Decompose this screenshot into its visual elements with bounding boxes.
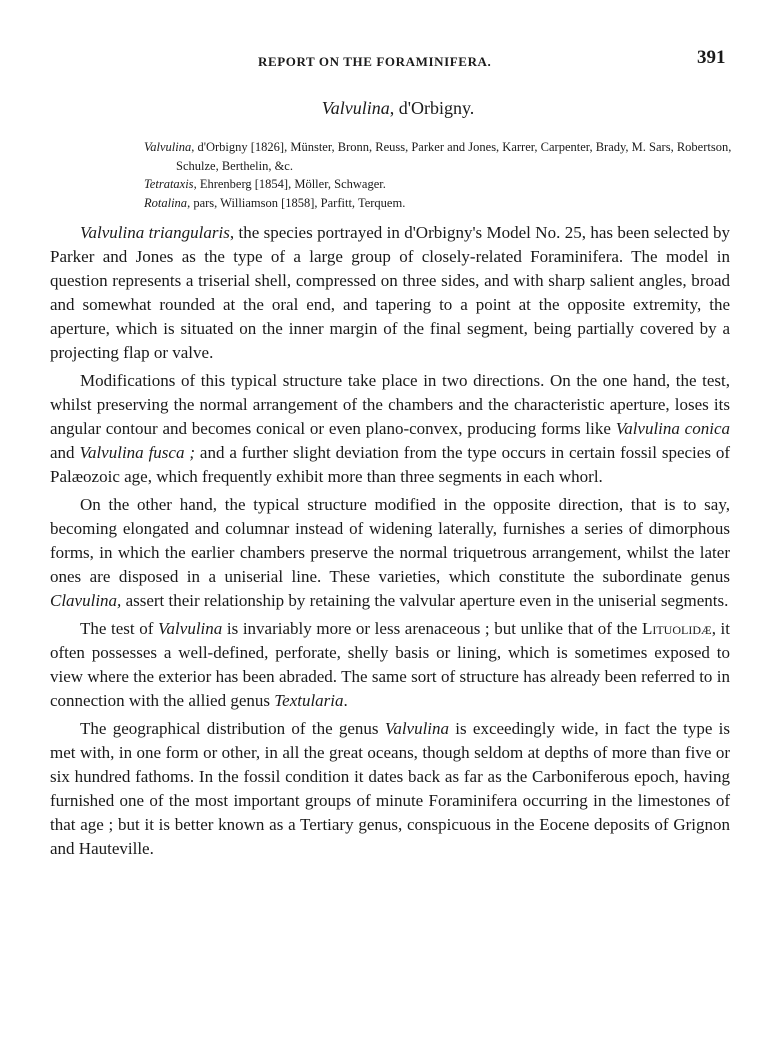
synonym-name: Rotalina bbox=[144, 195, 188, 210]
synonym-citation: , d'Orbigny [1826], Münster, Bronn, Reuss, Parker and Jones, Karrer, Carpenter, Brady, M. Sars, Robertson, Schulze, Berthelin, &c. bbox=[176, 140, 732, 173]
paragraph-modifications: Modifications of this typical structure take place in two directions. On the one hand, the test, whilst preserving the normal arrangement of the chambers and the characteristic aperture, loses its angular contour and becomes conical or even plano-convex, producing forms like Valvulina conica and Valvulina fusca ; and a further slight deviation from the type occurs in certain fossil species of Palæozoic age, which frequently exhibit more than three segments in each whorl. bbox=[50, 371, 730, 486]
genus-authority: , d'Orbigny. bbox=[389, 98, 475, 118]
paragraph-type-species: Valvulina triangularis, the species portrayed in d'Orbigny's Model No. 25, has been selected by Parker and Jones as the type of a large group of closely-related Foraminifera. The model in question represents a triserial shell, compressed on three sides, and with sharp salient angles, broad and somewhat rounded at the oral end, and tapering to a point at the opposite extremity, the aperture, which is situated on the inner margin of the final segment, being partially covered by a projecting flap or valve. bbox=[50, 223, 730, 362]
running-head: REPORT ON THE FORAMINIFERA. bbox=[258, 54, 492, 69]
synonym-name: Tetrataxis bbox=[144, 177, 194, 191]
synonym-citation: , Ehrenberg [1854], Möller, Schwager. bbox=[193, 177, 386, 191]
paragraph-distribution: The geographical distribution of the genus Valvulina is exceedingly wide, in fact the type is met with, in one form or other, in all the great oceans, though seldom at depths of more than five or six hundred fathoms. In the fossil condition it dates back as far as the Carboniferous epoch, having furnished one of the most important groups of minute Foraminifera occurring in the limestones of that age ; but it is better known as a Tertiary genus, conspicuous in the Eocene deposits of Grignon and Hauteville. bbox=[50, 719, 731, 858]
synonymy-list bbox=[144, 138, 734, 212]
paragraph-test-structure: The test of Valvulina is invariably more or less arenaceous ; but unlike that of the Lituolidæ, it often possesses a well-defined, perforate, shelly basis or lining, which is sometimes exposed to view where the exterior has been abraded. The same sort of structure has already been referred to in connection with the allied genus Textularia. bbox=[50, 619, 730, 710]
genus-heading bbox=[0, 98, 776, 119]
page-number: 391 bbox=[697, 47, 726, 68]
body-text bbox=[50, 221, 730, 865]
synonymy-entry bbox=[144, 175, 734, 194]
synonym-citation: , pars, Williamson [1858], Parfitt, Terquem. bbox=[187, 195, 406, 210]
synonymy-entry bbox=[144, 194, 734, 213]
genus-name: Valvulina bbox=[321, 98, 390, 118]
paragraph-dimorphous-forms: On the other hand, the typical structure modified in the opposite direction, that is to say, becoming elongated and columnar instead of widening laterally, furnishes a series of dimorphous forms, in which the earlier chambers preserve the normal triquetrous arrangement, whilst the later ones are disposed in a uniserial line. These varieties, which constitute the subordinate genus Clavulina, assert their relationship by retaining the valvular aperture even in the uniserial segments. bbox=[50, 495, 730, 610]
synonym-name: Valvulina bbox=[144, 140, 192, 154]
synonymy-entry bbox=[144, 138, 734, 175]
